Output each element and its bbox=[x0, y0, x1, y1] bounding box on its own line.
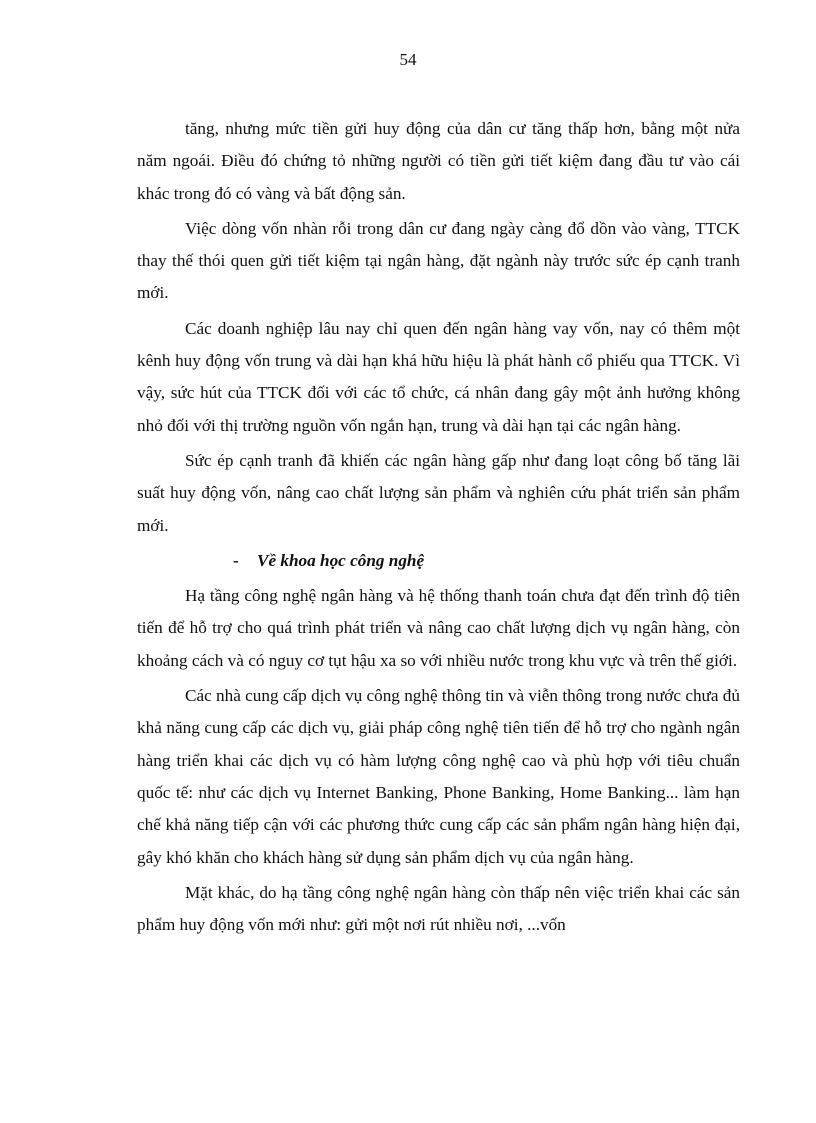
heading-bullet: - bbox=[233, 550, 239, 570]
paragraph: Việc dòng vốn nhàn rỗi trong dân cư đang ngày càng đổ dồn vào vàng, TTCK thay thế thói quen gửi tiết kiệm tại ngân hàng, đặt ngành này trước sức ép cạnh tranh mới. bbox=[137, 218, 740, 303]
section-heading bbox=[137, 545, 740, 577]
paragraph: Các nhà cung cấp dịch vụ công nghệ thông tin và viễn thông trong nước chưa đủ khả năng cung cấp các dịch vụ, giải pháp công nghệ tiên tiến để hỗ trợ cho ngành ngân hàng triển khai các dịch vụ có hàm lượng công nghệ cao và phù hợp với tiêu chuẩn quốc tế: như các dịch vụ Internet Banking, Phone Banking, Home Banking... làm hạn chế khả năng tiếp cận với các phương thức cung cấp các sản phẩm ngân hàng hiện đại, gây khó khăn cho khách hàng sử dụng sản phẩm dịch vụ của ngân hàng. bbox=[137, 686, 740, 867]
paragraph: Mặt khác, do hạ tầng công nghệ ngân hàng còn thấp nên việc triển khai các sản phẩm huy động vốn mới như: gửi một nơi rút nhiều nơi, ...vốn bbox=[137, 882, 740, 935]
paragraph: Hạ tầng công nghệ ngân hàng và hệ thống thanh toán chưa đạt đến trình độ tiên tiến để hỗ trợ cho quá trình phát triển và nâng cao chất lượng dịch vụ ngân hàng, còn khoảng cách và có nguy cơ tụt hậu xa so với nhiều nước trong khu vực và trên thế giới. bbox=[137, 586, 740, 670]
page-number: 54 bbox=[399, 50, 417, 69]
paragraph: tăng, nhưng mức tiền gửi huy động của dân cư tăng thấp hơn, bằng một nửa năm ngoái. Điều đó chứng tỏ những người có tiền gửi tiết kiệm đang đầu tư vào cái khác trong đó có vàng và bất động sản. bbox=[137, 119, 740, 203]
paragraph: Các doanh nghiệp lâu nay chỉ quen đến ngân hàng vay vốn, nay có thêm một kênh huy động vốn trung và dài hạn khá hữu hiệu là phát hành cổ phiếu qua TTCK. Vì vậy, sức hút của TTCK đối với các tổ chức, cá nhân đang gây một ảnh hưởng không nhỏ đối với thị trường nguồn vốn ngắn hạn, trung và dài hạn tại các ngân hàng. bbox=[137, 318, 740, 435]
body-text bbox=[137, 113, 740, 944]
heading-title: Về khoa học công nghệ bbox=[257, 550, 425, 570]
paragraph: Sức ép cạnh tranh đã khiến các ngân hàng gấp như đang loạt công bố tăng lãi suất huy động vốn, nâng cao chất lượng sản phẩm và nghiên cứu phát triển sản phẩm mới. bbox=[137, 450, 740, 535]
